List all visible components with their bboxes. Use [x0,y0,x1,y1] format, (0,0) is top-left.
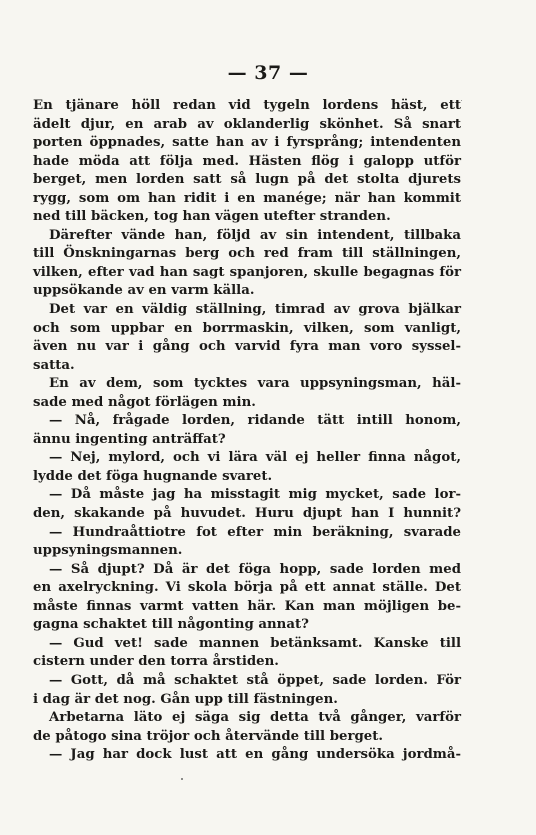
text-line: uppsökande av en varm källa. [33,283,255,299]
page-number: — 37 — [227,62,309,84]
text-line: Därefter vände han, följd av sin intendent, tillbaka [49,227,461,243]
text-line: En av dem, som tycktes vara uppsyningsman, häl- [49,376,461,392]
text-line: måste finnas varmt vatten här. Kan man möjligen be- [33,598,461,614]
text-line: — Gud vet! sade mannen betänksamt. Kanske till [49,635,461,651]
text-line: till Önskningarnas berg och red fram till ställningen, [33,246,461,262]
paper-speck [461,100,462,101]
text-line: hade möda att följa med. Hästen flög i galopp utför [33,153,461,169]
text-line: de påtogo sina tröjor och återvände till berget. [33,728,383,744]
text-line: i dag är det nog. Gån upp till fästningen. [33,691,338,707]
text-line: berget, men lorden satt så lugn på det stolta djurets [33,172,461,188]
text-line: uppsyningsmannen. [33,543,183,559]
paper-speck [181,778,183,780]
text-line: ädelt djur, en arab av oklanderlig skönhet. Så snart [33,116,461,132]
text-line: — Nå, frågade lorden, ridande tätt intill honom, [49,413,461,429]
text-line: och som uppbar en borrmaskin, vilken, som vanligt, [33,320,461,336]
text-line: gagna schaktet till någonting annat? [33,617,309,633]
text-line: — Hundraåttiotre fot efter min beräkning, svarade [49,524,461,540]
text-line: — Nej, mylord, och vi lära väl ej heller finna något, [49,450,461,466]
text-line: sade med något förlägen min. [33,394,256,410]
text-line: lydde det föga hugnande svaret. [33,468,273,484]
text-line: porten öppnades, satte han av i fyrsprång; intendenten [33,135,461,151]
text-line: — Då måste jag ha misstagit mig mycket, sade lor- [49,487,461,503]
text-line: även nu var i gång och varvid fyra man voro syssel- [33,339,461,355]
text-line: Arbetarna läto ej säga sig detta två gånger, varför [49,710,461,726]
text-line: rygg, som om han ridit i en manége; när han kommit [33,190,461,206]
text-line: satta. [33,357,75,373]
text-line: en axelryckning. Vi skola börja på ett annat ställe. Det [33,580,461,596]
body-text [33,97,461,765]
text-line: Det var en väldig ställning, timrad av grova bjälkar [49,302,461,318]
text-line: ännu ingenting anträffat? [33,431,226,447]
text-line: — Gott, då må schaktet stå öppet, sade lorden. För [49,672,461,688]
text-line: cistern under den torra årstiden. [33,654,279,670]
text-line: En tjänare höll redan vid tygeln lordens häst, ett [33,98,461,113]
text-line: den, skakande på huvudet. Huru djupt han I hunnit? [33,506,461,522]
text-line: — Så djupt? Då är det föga hopp, sade lorden med [49,561,461,577]
text-line: — Jag har dock lust att en gång undersöka jordmå- [49,747,461,763]
text-line: vilken, efter vad han sagt spanjoren, skulle begagnas för [33,264,461,280]
text-line: ned till bäcken, tog han vägen utefter stranden. [33,209,391,225]
